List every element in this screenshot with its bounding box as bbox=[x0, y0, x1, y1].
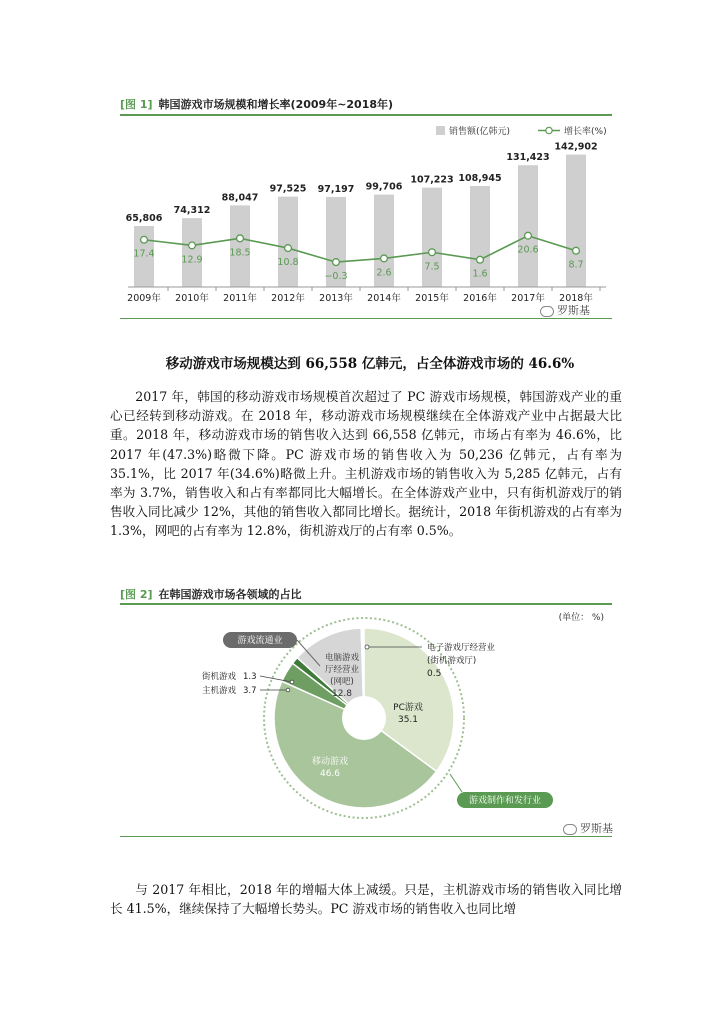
figure2-pie-chart bbox=[120, 606, 614, 834]
figure2-tag: [图 2] bbox=[120, 588, 153, 601]
figure2-bottom-rule bbox=[120, 836, 612, 837]
growth-point-4 bbox=[333, 259, 340, 266]
growth-label-5: 2.6 bbox=[376, 267, 392, 279]
x-tick-label-5: 2014年 bbox=[367, 293, 401, 304]
slice-label-pc: PC游戏 bbox=[393, 703, 423, 713]
chart-legend bbox=[436, 125, 607, 137]
bar-value-label-8: 131,423 bbox=[506, 152, 550, 164]
slice-label-netcafe-1: 电脑游戏 bbox=[324, 653, 360, 663]
growth-label-4: −0.3 bbox=[324, 271, 348, 283]
figure2-title-text: 在韩国游戏市场各领域的占比 bbox=[158, 588, 302, 601]
legend-bar-label: 销售额(亿韩元) bbox=[449, 127, 511, 137]
badge-production bbox=[457, 792, 553, 808]
bar-3 bbox=[278, 197, 298, 287]
x-tick-label-3: 2012年 bbox=[271, 293, 305, 304]
slice-label-arcadehall-1: 电子游戏厅经营业 bbox=[427, 643, 496, 653]
growth-point-6 bbox=[429, 249, 436, 256]
badge-distribution-text: 游戏流通业 bbox=[237, 636, 283, 646]
slice-value-pc: 35.1 bbox=[397, 715, 419, 725]
bar-value-label-3: 97,525 bbox=[269, 183, 307, 195]
figure1-watermark-text: 罗斯基 bbox=[557, 304, 590, 317]
slice-label-arcadehall-2: (街机游戏厅) bbox=[427, 656, 477, 666]
growth-label-9: 8.7 bbox=[568, 259, 584, 271]
bar-value-label-7: 108,945 bbox=[458, 173, 502, 185]
legend-bar-swatch bbox=[436, 126, 445, 135]
wechat-icon bbox=[540, 306, 554, 317]
slice-value-netcafe: 12.8 bbox=[331, 689, 353, 699]
bar-value-label-5: 99,706 bbox=[365, 181, 403, 193]
bar-value-label-6: 107,223 bbox=[410, 174, 454, 186]
x-tick-label-9: 2018年 bbox=[559, 293, 593, 304]
bar-value-label-1: 74,312 bbox=[173, 205, 211, 217]
x-tick-label-7: 2016年 bbox=[463, 293, 497, 304]
figure2-watermark bbox=[563, 820, 613, 836]
x-tick-label-6: 2015年 bbox=[415, 293, 449, 304]
slice-label-mobile: 移动游戏 bbox=[311, 757, 349, 767]
slice-label-arcade: 街机游戏 bbox=[202, 672, 237, 682]
growth-point-2 bbox=[237, 235, 244, 242]
legend-line-label: 增长率(%) bbox=[564, 127, 607, 137]
section-headline: 移动游戏市场规模达到 66,558 亿韩元，占全体游戏市场的 46.6% bbox=[165, 356, 575, 372]
growth-label-8: 20.6 bbox=[517, 244, 539, 256]
bar-value-label-9: 142,902 bbox=[554, 141, 598, 153]
figure1-title-text: 韩国游戏市场规模和增长率(2009年~2018年) bbox=[158, 98, 394, 111]
growth-label-6: 7.5 bbox=[424, 261, 440, 273]
slice-value-console: 3.7 bbox=[243, 686, 257, 696]
leader-arcadehall-dot bbox=[365, 645, 369, 649]
bar-value-label-4: 97,197 bbox=[317, 183, 355, 195]
slice-value-arcade: 1.3 bbox=[243, 672, 257, 682]
bar-2 bbox=[230, 205, 250, 287]
growth-label-3: 10.8 bbox=[277, 257, 299, 269]
pie-center-hole bbox=[342, 696, 386, 740]
x-tick-label-1: 2010年 bbox=[175, 293, 209, 304]
bar-value-label-0: 65,806 bbox=[125, 213, 163, 225]
growth-rate-line bbox=[144, 236, 576, 262]
growth-point-1 bbox=[189, 242, 196, 249]
figure1-tag: [图 1] bbox=[120, 98, 153, 111]
figure1-watermark bbox=[540, 302, 590, 318]
figure1-chart bbox=[120, 118, 614, 318]
growth-point-3 bbox=[285, 245, 292, 252]
wechat-icon bbox=[563, 824, 577, 835]
figure1-top-rule bbox=[120, 114, 612, 116]
growth-point-8 bbox=[525, 232, 532, 239]
badge-production-text: 游戏制作和发行业 bbox=[468, 796, 542, 806]
leader-console-dot bbox=[286, 688, 290, 692]
slice-value-arcadehall: 0.5 bbox=[427, 669, 442, 679]
slice-value-mobile: 46.6 bbox=[319, 769, 341, 779]
x-tick-label-4: 2013年 bbox=[319, 293, 353, 304]
figure2-title bbox=[120, 586, 302, 602]
growth-point-0 bbox=[141, 236, 148, 243]
bar-1 bbox=[182, 218, 202, 287]
growth-label-7: 1.6 bbox=[472, 268, 488, 280]
figure1-title bbox=[120, 96, 393, 112]
leader-arcade-dot bbox=[290, 680, 294, 684]
slice-label-console: 主机游戏 bbox=[202, 686, 237, 696]
badge-production-leader bbox=[450, 774, 462, 792]
body-paragraph-2: 与 2017 年相比，2018 年的增幅大体上减缓。只是，主机游戏市场的销售收入同比增长 41.5%，继续保持了大幅增长势头。PC 游戏市场的销售收入也同比增 bbox=[110, 882, 622, 917]
badge-distribution bbox=[223, 632, 297, 648]
growth-label-1: 12.9 bbox=[181, 254, 203, 266]
growth-label-2: 18.5 bbox=[229, 247, 251, 259]
growth-label-0: 17.4 bbox=[133, 248, 155, 260]
figure2-top-rule bbox=[120, 603, 612, 605]
legend-line-marker bbox=[546, 127, 552, 133]
figure1-bottom-rule bbox=[120, 318, 612, 319]
figure2-watermark-text: 罗斯基 bbox=[580, 822, 613, 835]
x-tick-label-2: 2011年 bbox=[223, 293, 257, 304]
growth-point-9 bbox=[573, 247, 580, 254]
body-paragraph-1: 2017 年，韩国的移动游戏市场规模首次超过了 PC 游戏市场规模，韩国游戏产业的重心已经转到移动游戏。在 2018 年，移动游戏市场规模继续在全体游戏产业中占据最大比重。2018 年，移动游戏市场的销售收入达到 66,558 亿韩元，市场占有率为 46.6%，比 2017 年(47.3%)略微下降。PC 游戏市场的销售收入为 50,236 亿韩元，占有率为 35.1%，比 2017 年(34.6%)略微上升。主机游戏市场的销售收入为 5,285 亿韩元，占有率为 3.7%，销售收入和占有率都同比大幅增长。在全体游戏产业中，只有街机游戏厅的销售收入同比减少 12%，其他的销售收入都同比增长。据统计，2018 年街机游戏的占有率为 1.3%，网吧的占有率为 12.8%，街机游戏厅的占有率 0.5%。 bbox=[110, 389, 622, 539]
x-tick-label-0: 2009年 bbox=[127, 293, 161, 304]
growth-point-7 bbox=[477, 256, 484, 263]
bar-value-label-2: 88,047 bbox=[221, 192, 259, 204]
slice-label-netcafe-2: 厅经营业 bbox=[324, 665, 360, 675]
bar-8 bbox=[518, 165, 538, 287]
slice-label-netcafe-3: (网吧) bbox=[330, 677, 354, 687]
x-tick-label-8: 2017年 bbox=[511, 293, 545, 304]
unit-label: (单位： %) bbox=[558, 613, 604, 623]
growth-point-5 bbox=[381, 255, 388, 262]
